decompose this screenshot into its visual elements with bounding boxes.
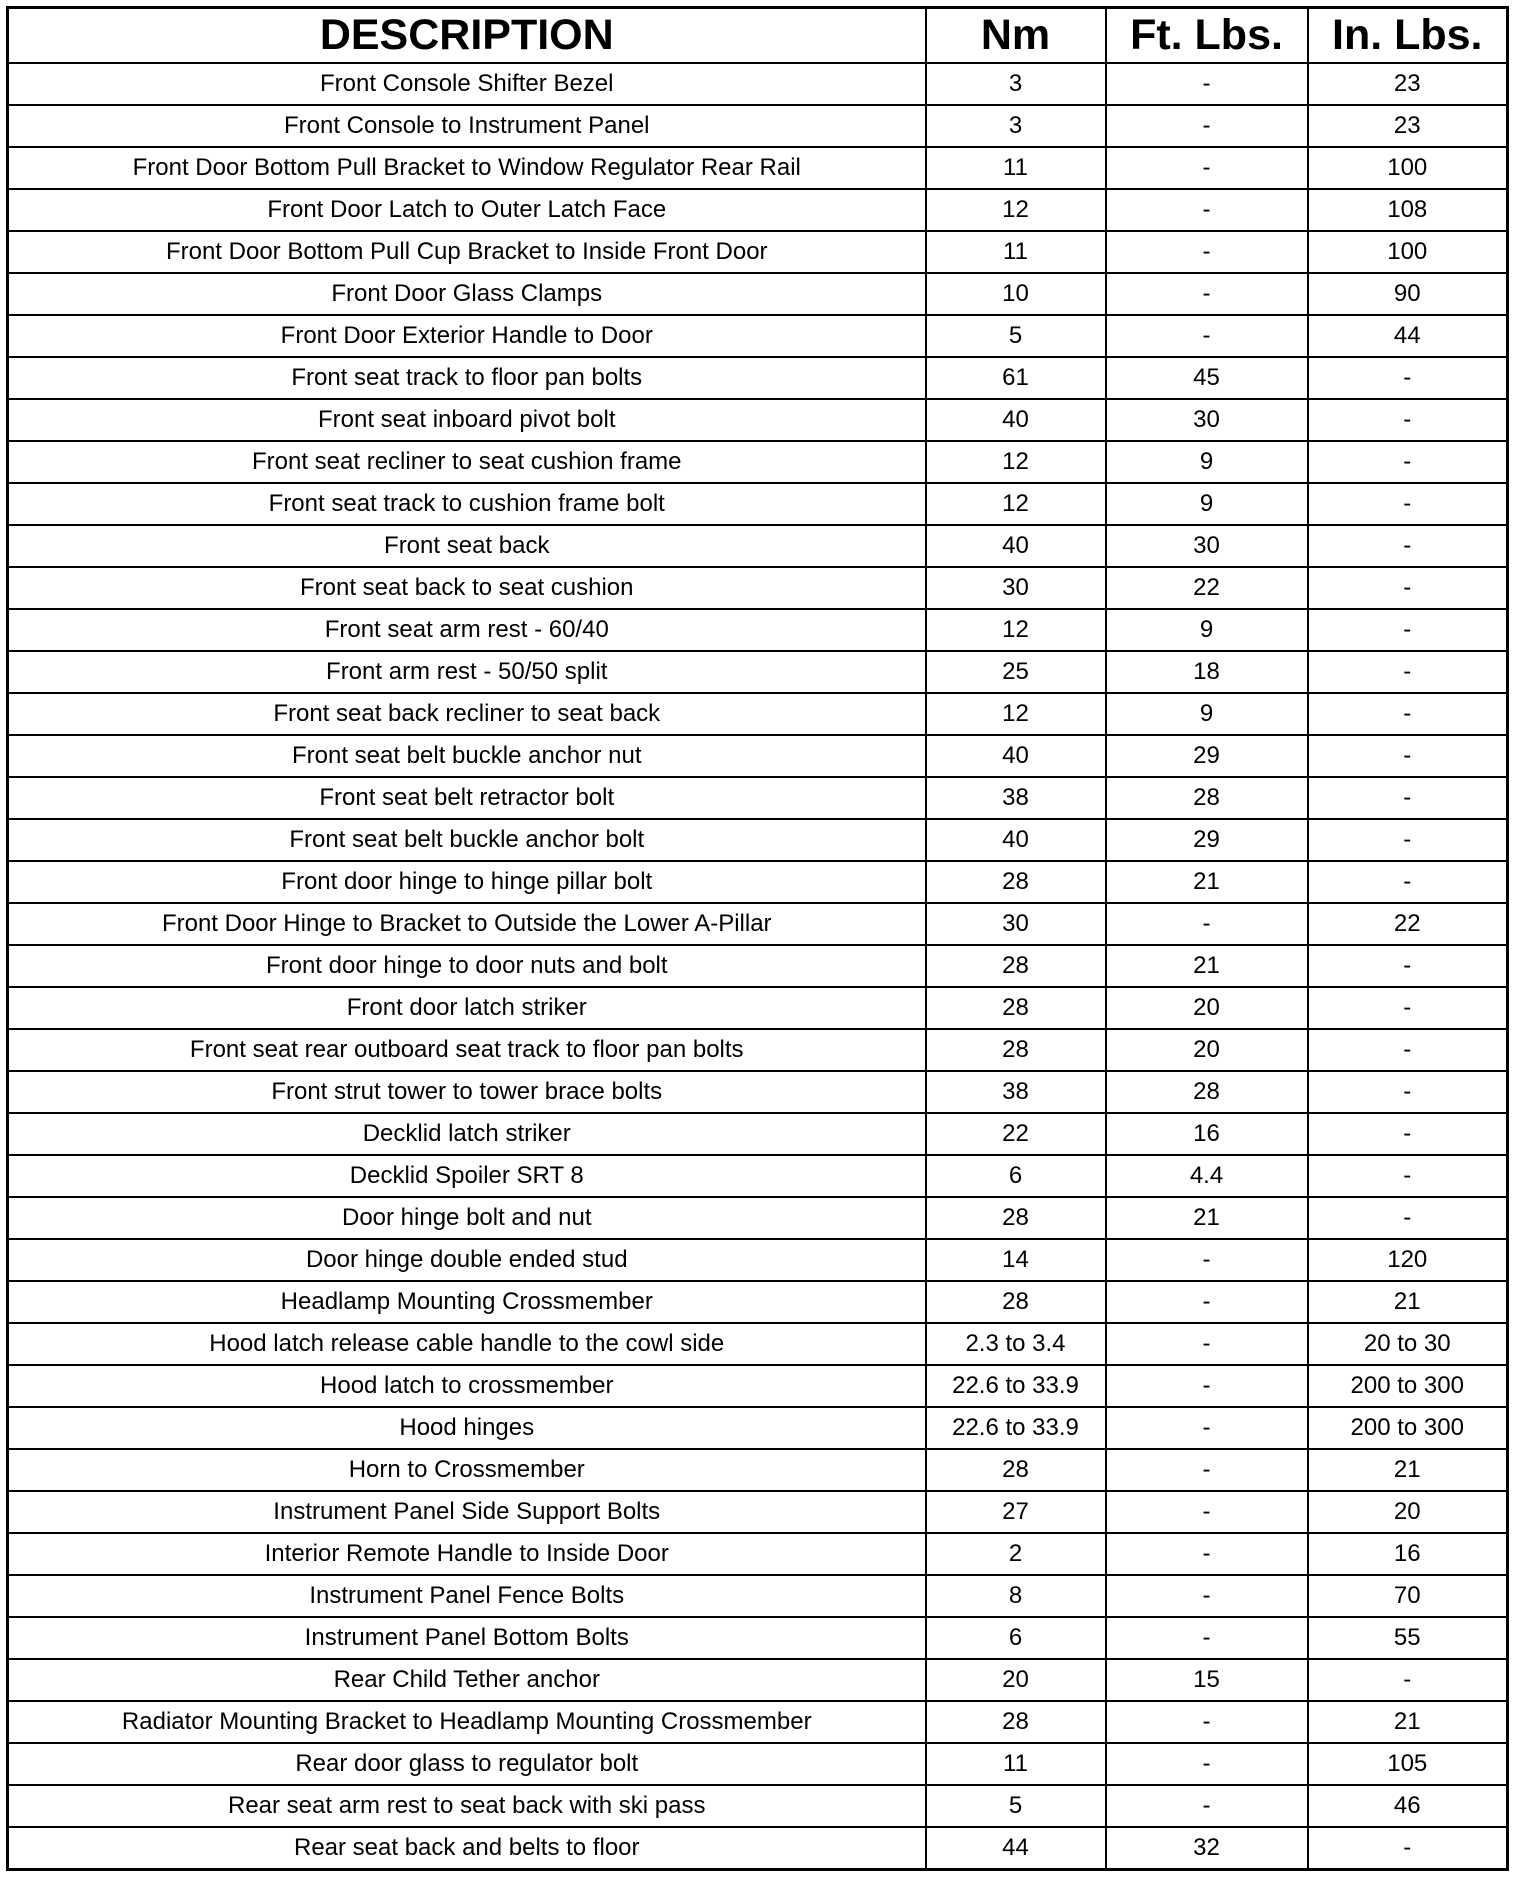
cell-in-lbs: 23 bbox=[1308, 105, 1508, 147]
cell-description: Decklid Spoiler SRT 8 bbox=[8, 1155, 926, 1197]
cell-ft-lbs: 20 bbox=[1106, 987, 1308, 1029]
cell-description: Interior Remote Handle to Inside Door bbox=[8, 1533, 926, 1575]
cell-description: Rear seat back and belts to floor bbox=[8, 1827, 926, 1870]
cell-ft-lbs: - bbox=[1106, 147, 1308, 189]
cell-description: Rear door glass to regulator bolt bbox=[8, 1743, 926, 1785]
cell-nm: 6 bbox=[926, 1617, 1106, 1659]
cell-ft-lbs: - bbox=[1106, 1785, 1308, 1827]
cell-in-lbs: - bbox=[1308, 525, 1508, 567]
table-row bbox=[8, 1323, 1508, 1365]
cell-in-lbs: - bbox=[1308, 1155, 1508, 1197]
cell-ft-lbs: 29 bbox=[1106, 735, 1308, 777]
cell-nm: 30 bbox=[926, 903, 1106, 945]
cell-description: Front Door Hinge to Bracket to Outside the Lower A-Pillar bbox=[8, 903, 926, 945]
header-row bbox=[8, 8, 1508, 64]
cell-in-lbs: - bbox=[1308, 441, 1508, 483]
cell-description: Radiator Mounting Bracket to Headlamp Mounting Crossmember bbox=[8, 1701, 926, 1743]
cell-ft-lbs: 22 bbox=[1106, 567, 1308, 609]
cell-in-lbs: 105 bbox=[1308, 1743, 1508, 1785]
cell-in-lbs: - bbox=[1308, 819, 1508, 861]
cell-nm: 28 bbox=[926, 1701, 1106, 1743]
cell-in-lbs: - bbox=[1308, 609, 1508, 651]
torque-spec-table bbox=[6, 6, 1509, 1871]
cell-in-lbs: 20 bbox=[1308, 1491, 1508, 1533]
cell-description: Door hinge bolt and nut bbox=[8, 1197, 926, 1239]
table-row bbox=[8, 903, 1508, 945]
cell-ft-lbs: - bbox=[1106, 903, 1308, 945]
cell-ft-lbs: - bbox=[1106, 1449, 1308, 1491]
table-row bbox=[8, 945, 1508, 987]
table-row bbox=[8, 1491, 1508, 1533]
table-row bbox=[8, 525, 1508, 567]
cell-nm: 22.6 to 33.9 bbox=[926, 1365, 1106, 1407]
cell-description: Front strut tower to tower brace bolts bbox=[8, 1071, 926, 1113]
table-row bbox=[8, 1659, 1508, 1701]
cell-description: Front door hinge to hinge pillar bolt bbox=[8, 861, 926, 903]
cell-description: Front Door Bottom Pull Cup Bracket to Inside Front Door bbox=[8, 231, 926, 273]
table-row bbox=[8, 441, 1508, 483]
cell-ft-lbs: - bbox=[1106, 315, 1308, 357]
cell-nm: 14 bbox=[926, 1239, 1106, 1281]
cell-in-lbs: - bbox=[1308, 1113, 1508, 1155]
cell-nm: 28 bbox=[926, 1197, 1106, 1239]
cell-description: Hood latch to crossmember bbox=[8, 1365, 926, 1407]
cell-description: Front Console Shifter Bezel bbox=[8, 63, 926, 105]
cell-ft-lbs: 32 bbox=[1106, 1827, 1308, 1870]
cell-in-lbs: 23 bbox=[1308, 63, 1508, 105]
cell-nm: 28 bbox=[926, 1449, 1106, 1491]
cell-ft-lbs: - bbox=[1106, 1575, 1308, 1617]
cell-nm: 30 bbox=[926, 567, 1106, 609]
cell-ft-lbs: 9 bbox=[1106, 483, 1308, 525]
cell-ft-lbs: - bbox=[1106, 1323, 1308, 1365]
table-row bbox=[8, 147, 1508, 189]
cell-ft-lbs: - bbox=[1106, 1239, 1308, 1281]
table-row bbox=[8, 1113, 1508, 1155]
cell-in-lbs: - bbox=[1308, 1827, 1508, 1870]
cell-in-lbs: 21 bbox=[1308, 1701, 1508, 1743]
cell-nm: 2.3 to 3.4 bbox=[926, 1323, 1106, 1365]
cell-nm: 28 bbox=[926, 1281, 1106, 1323]
cell-in-lbs: - bbox=[1308, 651, 1508, 693]
table-row bbox=[8, 693, 1508, 735]
table-row bbox=[8, 483, 1508, 525]
table-row bbox=[8, 315, 1508, 357]
cell-nm: 22 bbox=[926, 1113, 1106, 1155]
table-row bbox=[8, 1449, 1508, 1491]
cell-ft-lbs: - bbox=[1106, 189, 1308, 231]
table-row bbox=[8, 1827, 1508, 1870]
table-row bbox=[8, 609, 1508, 651]
cell-description: Rear seat arm rest to seat back with ski pass bbox=[8, 1785, 926, 1827]
cell-nm: 40 bbox=[926, 735, 1106, 777]
cell-ft-lbs: 21 bbox=[1106, 1197, 1308, 1239]
table-row bbox=[8, 63, 1508, 105]
cell-nm: 40 bbox=[926, 819, 1106, 861]
cell-description: Front seat track to cushion frame bolt bbox=[8, 483, 926, 525]
cell-description: Instrument Panel Fence Bolts bbox=[8, 1575, 926, 1617]
header-ft-lbs: Ft. Lbs. bbox=[1106, 8, 1308, 64]
cell-ft-lbs: - bbox=[1106, 1365, 1308, 1407]
cell-nm: 20 bbox=[926, 1659, 1106, 1701]
cell-ft-lbs: - bbox=[1106, 231, 1308, 273]
cell-nm: 27 bbox=[926, 1491, 1106, 1533]
cell-description: Hood hinges bbox=[8, 1407, 926, 1449]
cell-description: Rear Child Tether anchor bbox=[8, 1659, 926, 1701]
cell-ft-lbs: - bbox=[1106, 1701, 1308, 1743]
table-row bbox=[8, 1701, 1508, 1743]
cell-description: Front seat belt buckle anchor bolt bbox=[8, 819, 926, 861]
cell-description: Front seat track to floor pan bolts bbox=[8, 357, 926, 399]
cell-ft-lbs: - bbox=[1106, 1617, 1308, 1659]
cell-nm: 28 bbox=[926, 861, 1106, 903]
cell-ft-lbs: - bbox=[1106, 1407, 1308, 1449]
cell-in-lbs: 16 bbox=[1308, 1533, 1508, 1575]
cell-in-lbs: 120 bbox=[1308, 1239, 1508, 1281]
cell-description: Front seat back recliner to seat back bbox=[8, 693, 926, 735]
cell-ft-lbs: 28 bbox=[1106, 1071, 1308, 1113]
cell-in-lbs: 90 bbox=[1308, 273, 1508, 315]
header-in-lbs: In. Lbs. bbox=[1308, 8, 1508, 64]
table-row bbox=[8, 987, 1508, 1029]
cell-in-lbs: 200 to 300 bbox=[1308, 1365, 1508, 1407]
cell-ft-lbs: 45 bbox=[1106, 357, 1308, 399]
cell-nm: 12 bbox=[926, 441, 1106, 483]
table-row bbox=[8, 273, 1508, 315]
cell-description: Front seat belt buckle anchor nut bbox=[8, 735, 926, 777]
table-row bbox=[8, 1743, 1508, 1785]
cell-in-lbs: - bbox=[1308, 357, 1508, 399]
cell-description: Front Console to Instrument Panel bbox=[8, 105, 926, 147]
cell-in-lbs: - bbox=[1308, 483, 1508, 525]
cell-ft-lbs: 18 bbox=[1106, 651, 1308, 693]
table-row bbox=[8, 1407, 1508, 1449]
cell-ft-lbs: 20 bbox=[1106, 1029, 1308, 1071]
cell-ft-lbs: 29 bbox=[1106, 819, 1308, 861]
cell-nm: 61 bbox=[926, 357, 1106, 399]
cell-description: Front seat rear outboard seat track to floor pan bolts bbox=[8, 1029, 926, 1071]
cell-description: Decklid latch striker bbox=[8, 1113, 926, 1155]
table-row bbox=[8, 777, 1508, 819]
cell-ft-lbs: 21 bbox=[1106, 945, 1308, 987]
table-body bbox=[8, 63, 1508, 1870]
cell-nm: 44 bbox=[926, 1827, 1106, 1870]
cell-in-lbs: 21 bbox=[1308, 1281, 1508, 1323]
table-row bbox=[8, 1281, 1508, 1323]
table-row bbox=[8, 819, 1508, 861]
cell-in-lbs: 100 bbox=[1308, 147, 1508, 189]
table-row bbox=[8, 357, 1508, 399]
cell-in-lbs: - bbox=[1308, 735, 1508, 777]
table-row bbox=[8, 735, 1508, 777]
cell-in-lbs: - bbox=[1308, 1197, 1508, 1239]
cell-in-lbs: - bbox=[1308, 567, 1508, 609]
cell-ft-lbs: 16 bbox=[1106, 1113, 1308, 1155]
cell-in-lbs: - bbox=[1308, 1071, 1508, 1113]
cell-description: Hood latch release cable handle to the cowl side bbox=[8, 1323, 926, 1365]
cell-nm: 38 bbox=[926, 777, 1106, 819]
cell-ft-lbs: 30 bbox=[1106, 525, 1308, 567]
cell-in-lbs: 22 bbox=[1308, 903, 1508, 945]
cell-nm: 25 bbox=[926, 651, 1106, 693]
cell-nm: 28 bbox=[926, 945, 1106, 987]
cell-nm: 8 bbox=[926, 1575, 1106, 1617]
cell-in-lbs: - bbox=[1308, 693, 1508, 735]
cell-in-lbs: 100 bbox=[1308, 231, 1508, 273]
cell-ft-lbs: - bbox=[1106, 1281, 1308, 1323]
cell-ft-lbs: - bbox=[1106, 1743, 1308, 1785]
cell-description: Front seat back bbox=[8, 525, 926, 567]
cell-in-lbs: 21 bbox=[1308, 1449, 1508, 1491]
cell-ft-lbs: - bbox=[1106, 63, 1308, 105]
cell-ft-lbs: 9 bbox=[1106, 693, 1308, 735]
cell-description: Headlamp Mounting Crossmember bbox=[8, 1281, 926, 1323]
cell-nm: 5 bbox=[926, 1785, 1106, 1827]
cell-ft-lbs: 9 bbox=[1106, 441, 1308, 483]
cell-ft-lbs: - bbox=[1106, 105, 1308, 147]
cell-in-lbs: - bbox=[1308, 861, 1508, 903]
cell-description: Front Door Latch to Outer Latch Face bbox=[8, 189, 926, 231]
table-row bbox=[8, 1239, 1508, 1281]
cell-nm: 12 bbox=[926, 693, 1106, 735]
cell-description: Front door hinge to door nuts and bolt bbox=[8, 945, 926, 987]
cell-description: Front seat inboard pivot bolt bbox=[8, 399, 926, 441]
cell-ft-lbs: 15 bbox=[1106, 1659, 1308, 1701]
table-row bbox=[8, 189, 1508, 231]
cell-ft-lbs: - bbox=[1106, 273, 1308, 315]
cell-in-lbs: - bbox=[1308, 399, 1508, 441]
cell-in-lbs: - bbox=[1308, 987, 1508, 1029]
cell-nm: 22.6 to 33.9 bbox=[926, 1407, 1106, 1449]
table-row bbox=[8, 1029, 1508, 1071]
cell-description: Door hinge double ended stud bbox=[8, 1239, 926, 1281]
cell-ft-lbs: - bbox=[1106, 1491, 1308, 1533]
cell-in-lbs: 20 to 30 bbox=[1308, 1323, 1508, 1365]
cell-nm: 6 bbox=[926, 1155, 1106, 1197]
table-row bbox=[8, 105, 1508, 147]
cell-in-lbs: 108 bbox=[1308, 189, 1508, 231]
header-nm: Nm bbox=[926, 8, 1106, 64]
cell-in-lbs: 70 bbox=[1308, 1575, 1508, 1617]
cell-nm: 3 bbox=[926, 63, 1106, 105]
cell-nm: 10 bbox=[926, 273, 1106, 315]
cell-ft-lbs: 28 bbox=[1106, 777, 1308, 819]
cell-description: Front seat recliner to seat cushion frame bbox=[8, 441, 926, 483]
cell-nm: 11 bbox=[926, 1743, 1106, 1785]
table-row bbox=[8, 861, 1508, 903]
cell-in-lbs: - bbox=[1308, 1029, 1508, 1071]
table-row bbox=[8, 1533, 1508, 1575]
table-row bbox=[8, 567, 1508, 609]
cell-in-lbs: 55 bbox=[1308, 1617, 1508, 1659]
cell-nm: 3 bbox=[926, 105, 1106, 147]
cell-nm: 40 bbox=[926, 525, 1106, 567]
cell-description: Horn to Crossmember bbox=[8, 1449, 926, 1491]
header-description: DESCRIPTION bbox=[8, 8, 926, 64]
cell-nm: 5 bbox=[926, 315, 1106, 357]
cell-nm: 12 bbox=[926, 189, 1106, 231]
cell-ft-lbs: - bbox=[1106, 1533, 1308, 1575]
cell-ft-lbs: 21 bbox=[1106, 861, 1308, 903]
table-row bbox=[8, 1365, 1508, 1407]
table-row bbox=[8, 1785, 1508, 1827]
table-row bbox=[8, 1575, 1508, 1617]
cell-nm: 40 bbox=[926, 399, 1106, 441]
cell-description: Instrument Panel Side Support Bolts bbox=[8, 1491, 926, 1533]
cell-ft-lbs: 30 bbox=[1106, 399, 1308, 441]
cell-description: Front Door Bottom Pull Bracket to Window Regulator Rear Rail bbox=[8, 147, 926, 189]
table-row bbox=[8, 1197, 1508, 1239]
cell-ft-lbs: 4.4 bbox=[1106, 1155, 1308, 1197]
cell-description: Front seat arm rest - 60/40 bbox=[8, 609, 926, 651]
cell-description: Front Door Exterior Handle to Door bbox=[8, 315, 926, 357]
cell-nm: 12 bbox=[926, 609, 1106, 651]
cell-nm: 28 bbox=[926, 1029, 1106, 1071]
table-row bbox=[8, 1155, 1508, 1197]
cell-description: Instrument Panel Bottom Bolts bbox=[8, 1617, 926, 1659]
table-row bbox=[8, 231, 1508, 273]
cell-in-lbs: - bbox=[1308, 777, 1508, 819]
cell-description: Front seat back to seat cushion bbox=[8, 567, 926, 609]
table-row bbox=[8, 399, 1508, 441]
cell-nm: 11 bbox=[926, 147, 1106, 189]
cell-in-lbs: 44 bbox=[1308, 315, 1508, 357]
cell-nm: 11 bbox=[926, 231, 1106, 273]
cell-in-lbs: - bbox=[1308, 1659, 1508, 1701]
cell-nm: 28 bbox=[926, 987, 1106, 1029]
cell-description: Front seat belt retractor bolt bbox=[8, 777, 926, 819]
cell-nm: 38 bbox=[926, 1071, 1106, 1113]
cell-in-lbs: 200 to 300 bbox=[1308, 1407, 1508, 1449]
cell-nm: 12 bbox=[926, 483, 1106, 525]
cell-description: Front door latch striker bbox=[8, 987, 926, 1029]
table-row bbox=[8, 651, 1508, 693]
table-row bbox=[8, 1071, 1508, 1113]
cell-nm: 2 bbox=[926, 1533, 1106, 1575]
cell-ft-lbs: 9 bbox=[1106, 609, 1308, 651]
cell-in-lbs: 46 bbox=[1308, 1785, 1508, 1827]
table-row bbox=[8, 1617, 1508, 1659]
cell-description: Front arm rest - 50/50 split bbox=[8, 651, 926, 693]
cell-description: Front Door Glass Clamps bbox=[8, 273, 926, 315]
cell-in-lbs: - bbox=[1308, 945, 1508, 987]
